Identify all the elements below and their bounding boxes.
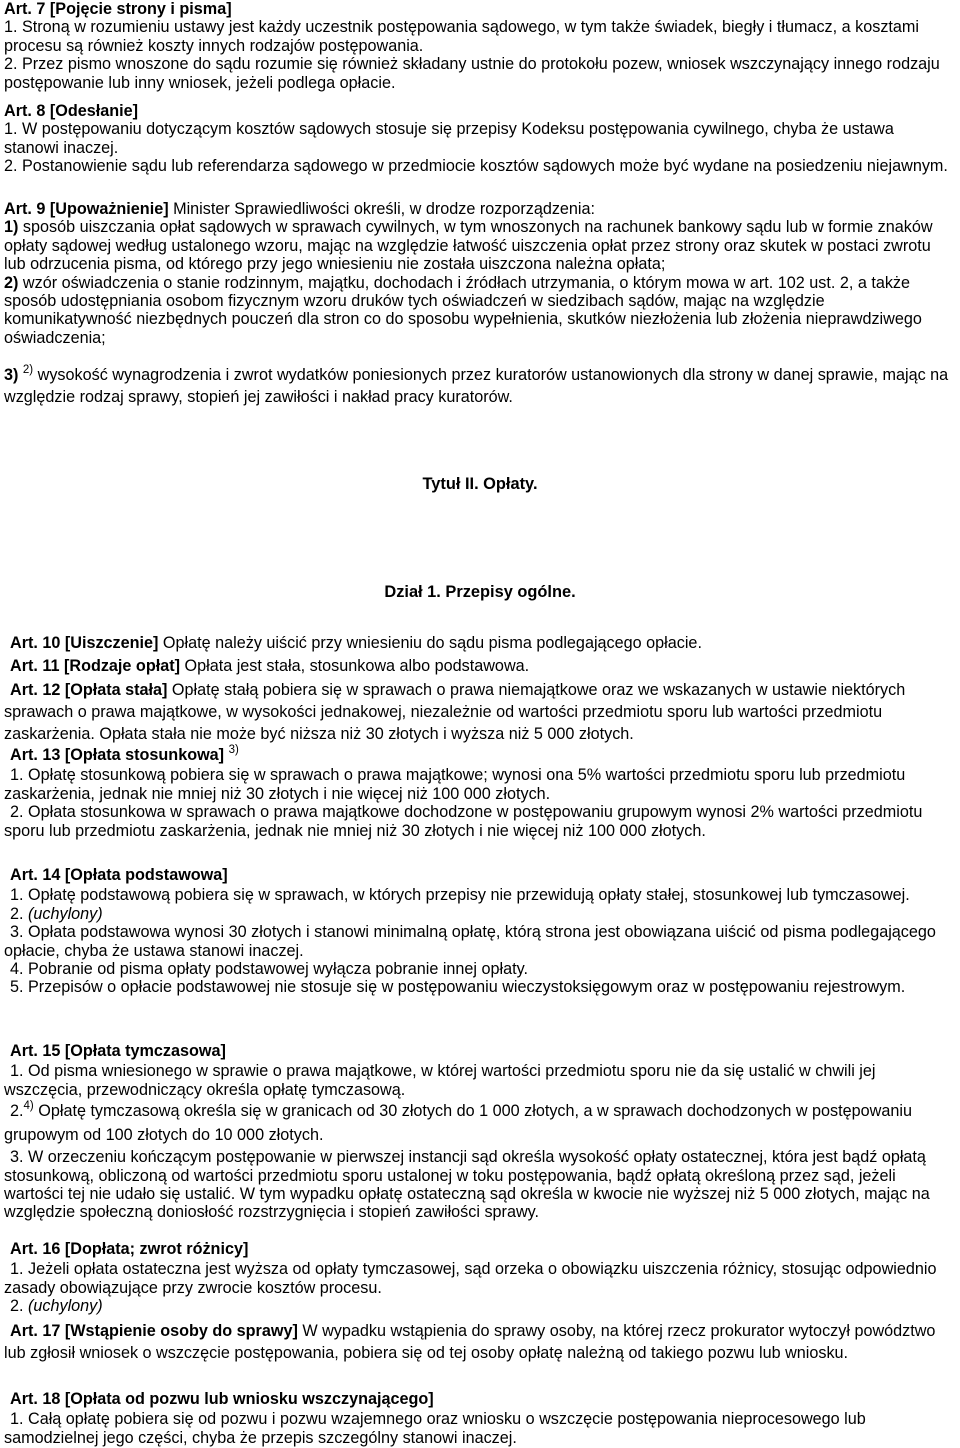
article-heading: Art. 10 [Uiszczenie]	[10, 634, 159, 652]
paragraph: 1. Od pisma wniesionego w sprawie o prawa majątkowe, w której wartości przedmiotu sporu nie da się ustalić w chwili jej wszczęcia, przewodniczący określa opłatę tymczasową.	[4, 1062, 876, 1099]
item-number: 1)	[4, 218, 19, 237]
article-text: Opłata jest stała, stosunkowa albo podstawowa.	[180, 657, 530, 675]
article-heading: Art. 15 [Opłata tymczasowa]	[10, 1042, 226, 1060]
item-number: 3)	[4, 366, 19, 384]
repealed-note: (uchylony)	[28, 1297, 103, 1316]
article-text: Opłatę należy uiścić przy wniesieniu do sądu pisma podlegającego opłacie.	[158, 634, 702, 652]
title-heading: Tytuł II. Opłaty.	[422, 475, 538, 493]
article-15	[4, 1042, 952, 1222]
article-17	[4, 1320, 952, 1364]
item-number: 2)	[4, 273, 19, 292]
paragraph: 1. Jeżeli opłata ostateczna jest wyższa od opłaty tymczasowej, sąd orzeka o obowiązku uiszczenia różnicy, stosując odpowiednio zasady obowiązujące przy zwrocie kosztów procesu.	[4, 1260, 937, 1297]
section-heading: Dział 1. Przepisy ogólne.	[384, 583, 576, 601]
article-heading: Art. 18 [Opłata od pozwu lub wniosku wszczynającego]	[10, 1390, 434, 1408]
footnote-ref: 4)	[23, 1100, 34, 1113]
paragraph: 5. Przepisów o opłacie podstawowej nie stosuje się w postępowaniu wieczystoksięgowym oraz w postępowaniu rejestrowym.	[10, 978, 906, 997]
article-9	[4, 200, 952, 347]
item-text: wysokość wynagrodzenia i zwrot wydatków poniesionych przez kuratorów ustanowionych dla strony w danej sprawie, mając na względzie rodzaj sprawy, stopień jej zawiłości i nakład pracy kuratorów.	[4, 366, 949, 406]
articles-10-12	[4, 633, 952, 745]
article-heading: Art. 16 [Dopłata; zwrot różnicy]	[10, 1240, 249, 1258]
paragraph: 2. Postanowienie sądu lub referendarza sądowego w przedmiocie kosztów sądowych może być wydane na posiedzeniu niejawnym.	[4, 157, 948, 176]
article-8	[4, 102, 952, 176]
paragraph: 1. Całą opłatę pobiera się od pozwu i pozwu wzajemnego oraz wniosku o wszczęcie postępowania nieprocesowego lub samodzielnej jego części, chyba że przepis szczególny stanowi inaczej.	[4, 1410, 866, 1447]
item-text: sposób uiszczania opłat sądowych w sprawach cywilnych, w tym wnoszonych na rachunek bankowy sądu lub w formie znaków opłaty sądowej według ustalonego wzoru, mając na względzie łatwość uiszczenia opłat przez strony oraz skutek w postaci zwrotu lub odrzucenia pisma, od którego przy jego wniesieniu nie została uiszczona należna opłata;	[4, 218, 933, 274]
paragraph: 4. Pobranie od pisma opłaty podstawowej wyłącza pobranie innej opłaty.	[10, 960, 529, 979]
article-18	[4, 1390, 952, 1447]
article-7	[4, 0, 952, 92]
paragraph-number: 2.	[10, 904, 28, 923]
paragraph: 1. Opłatę podstawową pobiera się w sprawach, w których przepisy nie przewidują opłaty stałej, stosunkowej lub tymczasowej.	[10, 886, 910, 905]
article-text: Opłatę stałą pobiera się w sprawach o prawa niemajątkowe oraz we wskazanych w ustawie niektórych sprawach o prawa majątkowe, w wysokości jednakowej, niezależnie od wartości przedmiotu sporu lub wartości przedmiotu zaskarżenia. Opłata stała nie może być niższa niż 30 złotych i wyższa niż 5 000 złotych.	[4, 681, 906, 743]
footnote-ref: 3)	[228, 744, 239, 756]
article-heading: Art. 14 [Opłata podstawowa]	[10, 866, 228, 884]
paragraph: 3. Opłata podstawowa wynosi 30 złotych i stanowi minimalną opłatę, którą strona jest obowiązana uiścić od pisma podlegającego opłacie, chyba że ustawa stanowi inaczej.	[4, 923, 936, 960]
paragraph: 1. W postępowaniu dotyczącym kosztów sądowych stosuje się przepisy Kodeksu postępowania cywilnego, chyba że ustawa stanowi inaczej.	[4, 120, 894, 157]
article-13	[4, 746, 952, 840]
article-16	[4, 1240, 952, 1316]
article-heading: Art. 17 [Wstąpienie osoby do sprawy]	[10, 1322, 298, 1340]
footnote-ref: 2)	[22, 364, 34, 376]
repealed-note: (uchylony)	[28, 904, 103, 923]
paragraph: 2. Opłata stosunkowa w sprawach o prawa majątkowe dochodzone w postępowaniu grupowym wynosi 2% wartości przedmiotu sporu lub przedmiotu zaskarżenia, jednak nie mniej niż 30 złotych i nie więcej niż 100 000 złotych.	[4, 803, 923, 840]
paragraph: 2. Przez pismo wnoszone do sądu rozumie się również składany ustnie do protokołu pozew, wniosek wszczynający innego rodzaju postępowanie lub inny wniosek, jeżeli podlega opłacie.	[4, 55, 940, 92]
article-text: Minister Sprawiedliwości określi, w drodze rozporządzenia:	[168, 200, 596, 218]
item-text: wzór oświadczenia o stanie rodzinnym, majątku, dochodach i źródłach utrzymania, o którym mowa w art. 102 ust. 2, a także sposób udostępniania osobom fizycznym wzoru druków tych oświadczeń w siedzibach sądów, mając na względzie komunikatywność niezbędnych pouczeń dla stron co do sposobu wypełnienia, skutków niezłożenia lub złożenia nieprawdziwego oświadczenia;	[4, 273, 922, 347]
article-heading: Art. 9 [Upoważnienie]	[4, 200, 169, 218]
paragraph: 1. Opłatę stosunkową pobiera się w sprawach o prawa majątkowe; wynosi ona 5% wartości przedmiotu sporu lub przedmiotu zaskarżenia, jednak nie mniej niż 30 złotych i nie więcej niż 100 000 złotych.	[4, 766, 906, 803]
paragraph-number: 2.	[10, 1297, 28, 1316]
paragraph-number: 2.	[10, 1102, 24, 1121]
article-heading: Art. 13 [Opłata stosunkowa]	[10, 746, 225, 764]
article-heading: Art. 7 [Pojęcie strony i pisma]	[4, 0, 232, 18]
article-heading: Art. 11 [Rodzaje opłat]	[10, 657, 180, 675]
paragraph: 3. W orzeczeniu kończącym postępowanie w pierwszej instancji sąd określa wysokość opłaty ostatecznej, która jest bądź opłatą stosunkową, obliczoną od wartości przedmiotu sporu ustalonej w toku postępowania, bądź opłatą określoną przez sąd, jeżeli wartości tej nie udało się ustalić. W tym wypadku opłatę ostateczną sąd określa w kwocie nie wyższej niż 5 000 złotych, mając na względzie społeczną doniosłość rozstrzygnięcia i stopień zawiłości sprawy.	[4, 1148, 930, 1222]
article-text: W wypadku wstąpienia do sprawy osoby, na której rzecz prokurator wytoczył powództwo lub zgłosił wniosek o wszczęcie postępowania, pobiera się od tej osoby opłatę należną od takiego pozwu lub wniosku.	[4, 1322, 936, 1362]
article-heading: Art. 12 [Opłata stała]	[10, 681, 168, 699]
article-heading: Art. 8 [Odesłanie]	[4, 102, 139, 120]
article-14	[4, 866, 952, 997]
article-9-item-3	[4, 364, 952, 408]
paragraph: 1. Stroną w rozumieniu ustawy jest każdy uczestnik postępowania sądowego, w tym także świadek, biegły i tłumacz, a kosztami procesu są również koszty innych rodzajów postępowania.	[4, 18, 920, 55]
paragraph: Opłatę tymczasową określa się w granicach od 30 złotych do 1 000 złotych, a w sprawach dochodzonych w postępowaniu grupowym od 100 złotych do 10 000 złotych.	[4, 1102, 912, 1145]
